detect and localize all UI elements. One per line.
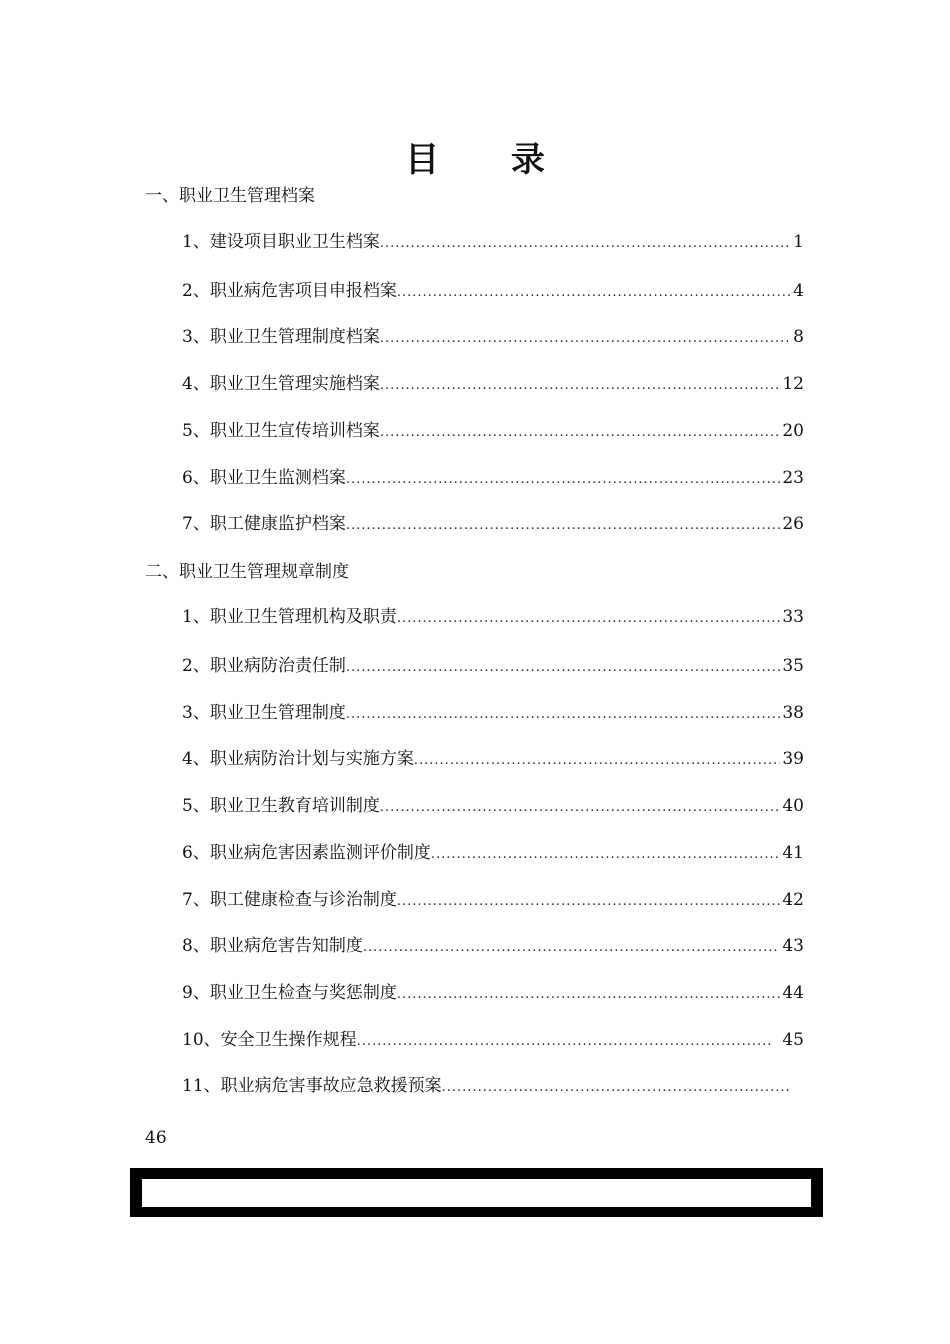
toc-entry-title: 2、职业病危害项目申报档案 xyxy=(182,281,397,301)
toc-entry-page: 38 xyxy=(782,703,804,723)
toc-entry[interactable] xyxy=(182,230,804,254)
toc-entry[interactable] xyxy=(182,888,804,912)
toc-entry-page: 41 xyxy=(782,843,804,863)
toc-entry[interactable] xyxy=(182,1074,804,1098)
toc-entry[interactable] xyxy=(182,794,804,818)
toc-entry-page: 33 xyxy=(782,607,804,627)
dot-leader xyxy=(397,607,781,631)
toc-entry-title: 8、职业病危害告知制度 xyxy=(182,936,363,956)
dot-leader xyxy=(431,843,781,867)
dot-leader xyxy=(442,1076,790,1100)
dot-leader xyxy=(397,983,781,1007)
wrapped-page-number: 46 xyxy=(145,1128,167,1148)
toc-entry-page: 4 xyxy=(793,281,804,301)
dot-leader xyxy=(346,656,781,680)
toc-entry-page: 45 xyxy=(782,1030,804,1050)
footer-frame xyxy=(130,1168,823,1217)
toc-entry-title: 1、职业卫生管理机构及职责 xyxy=(182,607,397,627)
toc-entry-page: 8 xyxy=(793,327,804,347)
toc-entry-title: 10、安全卫生操作规程 xyxy=(182,1030,357,1050)
toc-entry-page: 1 xyxy=(793,232,804,252)
toc-entry[interactable] xyxy=(182,747,804,771)
toc-entry-title: 9、职业卫生检查与奖惩制度 xyxy=(182,983,397,1003)
dot-leader xyxy=(346,703,781,727)
toc-entry-page: 12 xyxy=(782,374,804,394)
dot-leader xyxy=(380,796,781,820)
toc-entry-page: 39 xyxy=(782,749,804,769)
dot-leader xyxy=(397,890,781,914)
toc-entry-title: 11、职业病危害事故应急救援预案 xyxy=(182,1076,442,1096)
toc-entry[interactable] xyxy=(182,466,804,490)
toc-entry-page: 40 xyxy=(782,796,804,816)
section-heading-2: 二、职业卫生管理规章制度 xyxy=(145,562,349,582)
toc-entry[interactable] xyxy=(182,934,804,958)
dot-leader xyxy=(357,1030,773,1054)
toc-entry-title: 6、职业卫生监测档案 xyxy=(182,468,346,488)
toc-entry[interactable] xyxy=(182,841,804,865)
toc-entry-title: 5、职业卫生教育培训制度 xyxy=(182,796,380,816)
toc-entry[interactable] xyxy=(182,372,804,396)
section-heading-1: 一、职业卫生管理档案 xyxy=(145,186,315,206)
toc-entry[interactable] xyxy=(182,325,804,349)
toc-entry-title: 7、职工健康监护档案 xyxy=(182,514,346,534)
toc-entry-page: 42 xyxy=(782,890,804,910)
dot-leader xyxy=(380,421,781,445)
toc-entry-page: 44 xyxy=(782,983,804,1003)
dot-leader xyxy=(346,514,781,538)
dot-leader xyxy=(414,749,781,773)
toc-entry-page: 26 xyxy=(782,514,804,534)
dot-leader xyxy=(380,232,790,256)
toc-entry-page: 43 xyxy=(782,936,804,956)
toc-entry-page: 23 xyxy=(782,468,804,488)
toc-entry[interactable] xyxy=(182,654,804,678)
dot-leader xyxy=(363,936,781,960)
dot-leader xyxy=(380,327,790,351)
dot-leader xyxy=(397,281,790,305)
toc-entry-title: 6、职业病危害因素监测评价制度 xyxy=(182,843,431,863)
toc-entry[interactable] xyxy=(182,512,804,536)
toc-entry[interactable] xyxy=(182,701,804,725)
toc-entry[interactable] xyxy=(182,605,804,629)
toc-entry-page: 20 xyxy=(782,421,804,441)
toc-entry-page: 35 xyxy=(782,656,804,676)
toc-entry-title: 4、职业卫生管理实施档案 xyxy=(182,374,380,394)
toc-entry-title: 3、职业卫生管理制度档案 xyxy=(182,327,380,347)
toc-entry[interactable] xyxy=(182,981,804,1005)
dot-leader xyxy=(380,374,781,398)
toc-entry-title: 1、建设项目职业卫生档案 xyxy=(182,232,380,252)
page-title: 目 录 xyxy=(405,140,575,180)
toc-entry-title: 3、职业卫生管理制度 xyxy=(182,703,346,723)
toc-entry-title: 2、职业病防治责任制 xyxy=(182,656,346,676)
toc-entry-title: 5、职业卫生宣传培训档案 xyxy=(182,421,380,441)
toc-entry[interactable] xyxy=(182,419,804,443)
toc-entry-title: 4、职业病防治计划与实施方案 xyxy=(182,749,414,769)
dot-leader xyxy=(346,468,781,492)
toc-entry-title: 7、职工健康检查与诊治制度 xyxy=(182,890,397,910)
toc-entry[interactable] xyxy=(182,1028,804,1052)
toc-entry[interactable] xyxy=(182,279,804,303)
